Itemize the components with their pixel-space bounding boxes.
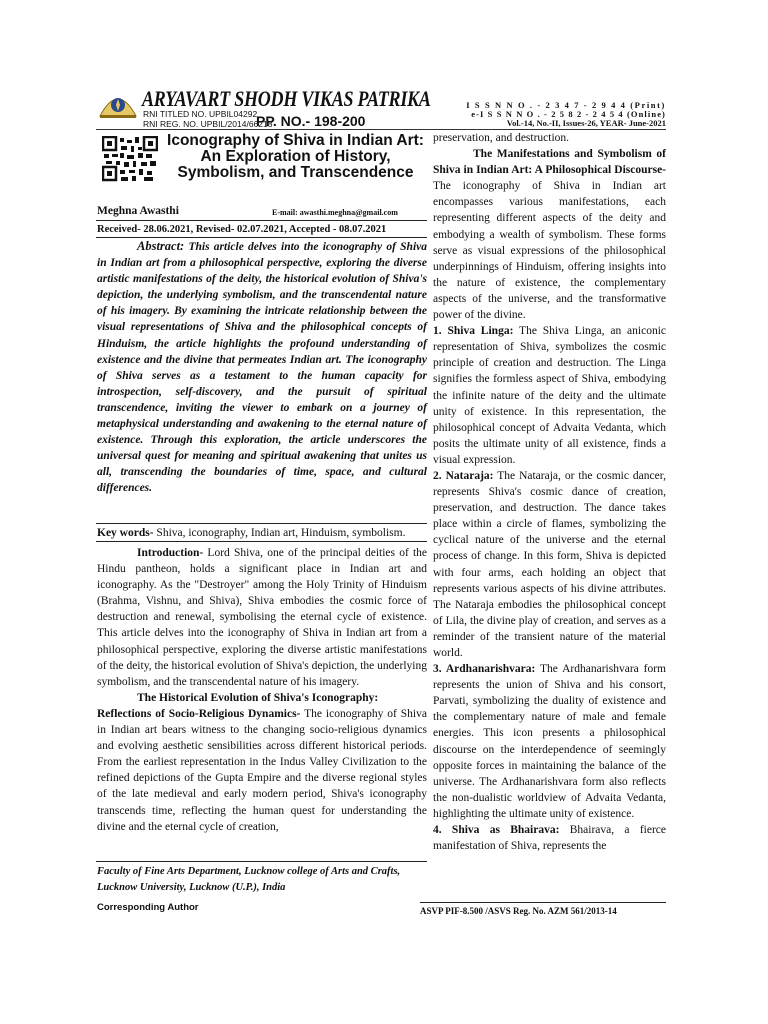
issn-online: e-I S S N N O . - 2 5 8 2 - 2 4 5 4 (Online) <box>471 109 666 119</box>
manifestations-heading: The Manifestations and Symbolism of Shiva in Indian Art: A Philosophical Discourse- <box>433 148 666 177</box>
author-email: E-mail: awasthi.meghna@gmail.com <box>272 208 398 217</box>
ardhanarishvara-label: 3. Ardhanarishvara: <box>433 663 536 676</box>
author-name: Meghna Awasthi <box>97 205 179 217</box>
volume-issue: Vol.-14, No.-II, Issues-26, YEAR- June-2021 <box>506 118 666 128</box>
bhairava-text: Bhairava, a fierce manifestation of Shiva, represents the <box>433 824 666 853</box>
abstract <box>97 238 427 497</box>
corresponding-author-label: Corresponding Author <box>97 902 199 913</box>
right-body <box>433 130 666 854</box>
keywords-text: Shiva, iconography, Indian art, Hinduism, symbolism. <box>153 527 406 539</box>
author-affiliation: Faculty of Fine Arts Department, Lucknow college of Arts and Crafts, Lucknow University, Lucknow (U.P.), India <box>97 866 401 893</box>
keywords-label: Key words- <box>97 527 154 539</box>
journal-name: ARYAVART SHODH VIKAS PATRIKA <box>142 86 431 111</box>
shiva-linga-text: The Shiva Linga, an aniconic representation of Shiva, symbolizes the cosmic principle of creation and destruction. The Linga signifies the formless aspect of Shiva, embodying the infinite nature of the deity and the ultimate unity of existence. In this representation, the philosophical concept of Advaita Vedanta, which posits the ultimate unity of all existence, finds a visual expression. <box>433 325 667 466</box>
issn-print: I S S N N O . - 2 3 4 7 - 2 9 4 4 (Print) <box>466 100 666 110</box>
rni-registration-number: RNI REG. NO. UPBIL/2014/66218 <box>143 119 273 129</box>
introduction-paragraph <box>97 545 427 690</box>
bhairava-paragraph <box>433 822 666 854</box>
keywords <box>97 525 427 541</box>
dates-rule-top <box>96 220 427 221</box>
footer-rule <box>96 861 427 862</box>
history-text: The iconography of Shiva in Indian art bears witness to the changing socio-religious dynamics and evolving aesthetic sensibilities across different historical periods. From the earliest representation in the Indus Valley Civilization to the refined depictions of the Gupta Empire and the diverse regional styles of the late medieval and early modern period, Shiva's iconography transcends time, reflecting the human quest for understanding the divine and the eternal cycle of creation, <box>97 707 427 833</box>
impact-factor-registration: ASVP PIF-8.500 /ASVS Reg. No. AZM 561/2013-14 <box>420 906 617 916</box>
rni-titled-number: RNI TITLED NO. UPBIL04292 <box>143 109 258 119</box>
shiva-linga-paragraph <box>433 323 666 468</box>
shiva-linga-label: 1. Shiva Linga: <box>433 325 514 338</box>
abstract-label: Abstract: <box>137 239 185 253</box>
continued-text: preservation, and destruction. <box>433 132 570 144</box>
journal-logo <box>96 88 140 120</box>
introduction-text: Lord Shiva, one of the principal deities of the Hindu pantheon, holds a significant place in Indian art and iconography. As the "Destroyer" among the Holy Trinity of Hinduism (Brahma, Vishnu, and Shiva), Shiva embodies the cosmic force of destruction and renewal, symbolising the eternal cycle of existence. This article delves into the iconography of Shiva in Indian art from a philosophical perspective, exploring the diverse artistic manifestations of the deity, the historical evolution of Shiva's depiction, the underlying symbolism, and the transcendental nature of his imagery. <box>97 547 427 688</box>
nataraja-text: The Nataraja, or the cosmic dancer, represents Shiva's cosmic dance of creation, preservation, and destruction. The dance takes place within a circle of flames, symbolizing the cyclical nature of the universe and the eternal process of change. In this form, Shiva is depicted with four arms, each holding an object that represents various aspects of his divine attributes. The Nataraja embodies the philosophical concept of Lila, the divine play of creation, and serves as a reminder of the transient nature of the material world. <box>433 469 666 659</box>
nataraja-label: 2. Nataraja: <box>433 469 494 482</box>
manifestations-text: The iconography of Shiva in Indian art encompasses various manifestations, each representing different aspects of the deity and embodying a wealth of symbolism. These forms serve as visual expressions of the philosophical underpinnings of Hinduism, offering insights into the nature of existence, the complementary aspects of the universe, and the transformative power of the divine. <box>433 180 666 322</box>
history-paragraph <box>97 706 427 835</box>
nataraja-paragraph <box>433 468 666 661</box>
manifestations-paragraph <box>433 146 666 323</box>
history-heading: The Historical Evolution of Shiva's Iconography: <box>137 691 379 704</box>
page-numbers: PP. NO.- 198-200 <box>256 113 366 129</box>
submission-dates: Received- 28.06.2021, Revised- 02.07.2021, Accepted - 08.07.2021 <box>97 224 387 235</box>
keywords-rule-bottom <box>96 541 427 542</box>
history-heading-paragraph <box>97 690 427 706</box>
impact-rule <box>420 902 666 903</box>
introduction-label: Introduction- <box>137 547 204 559</box>
left-body <box>97 545 427 835</box>
qr-code-icon <box>102 136 158 182</box>
ardhanarishvara-text: The Ardhanarishvara form represents the union of Shiva and his consort, Parvati, symbolizing the duality of existence and the complementary nature of male and female energies. This icon presents a philosophical discourse on the interdependence of seemingly opposite forces in maintaining the balance of the universe. The Ardhanarishvara form also reflects the non-dualistic worldview of Advaita Vedanta, highlighting the ultimate unity of existence. <box>433 663 666 820</box>
history-subheading: Reflections of Socio-Religious Dynamics- <box>97 707 301 720</box>
ardhanarishvara-paragraph <box>433 661 666 822</box>
article-title: Iconography of Shiva in Indian Art: An Exploration of History, Symbolism, and Transcendence <box>167 132 424 181</box>
keywords-rule-top <box>96 523 427 524</box>
bhairava-label: 4. Shiva as Bhairava: <box>433 824 560 837</box>
abstract-text: This article delves into the iconography of Shiva in Indian art from a philosophical perspective, exploring the diverse artistic manifestations of the deity, the historical evolution of Shiva's depiction, the underlying symbolism, and the transcendental nature of his imagery. By examining the intricate relationship between the visual representations of Shiva and the philosophical concepts of Hinduism, the article highlights the profound understanding of existence and the divine that permeates Indian art. The iconography of Shiva serves as a testament to the human capacity for introspection, self-discovery, and the pursuit of spiritual transcendence, inviting the viewer to embark on a journey of metaphysical understanding and awakening to the eternal nature of existence. Through this exploration, the article underscores the universal quest for meaning and spiritual awakening that unites us all, transcending the boundaries of time, space, and cultural differences. <box>97 241 427 495</box>
